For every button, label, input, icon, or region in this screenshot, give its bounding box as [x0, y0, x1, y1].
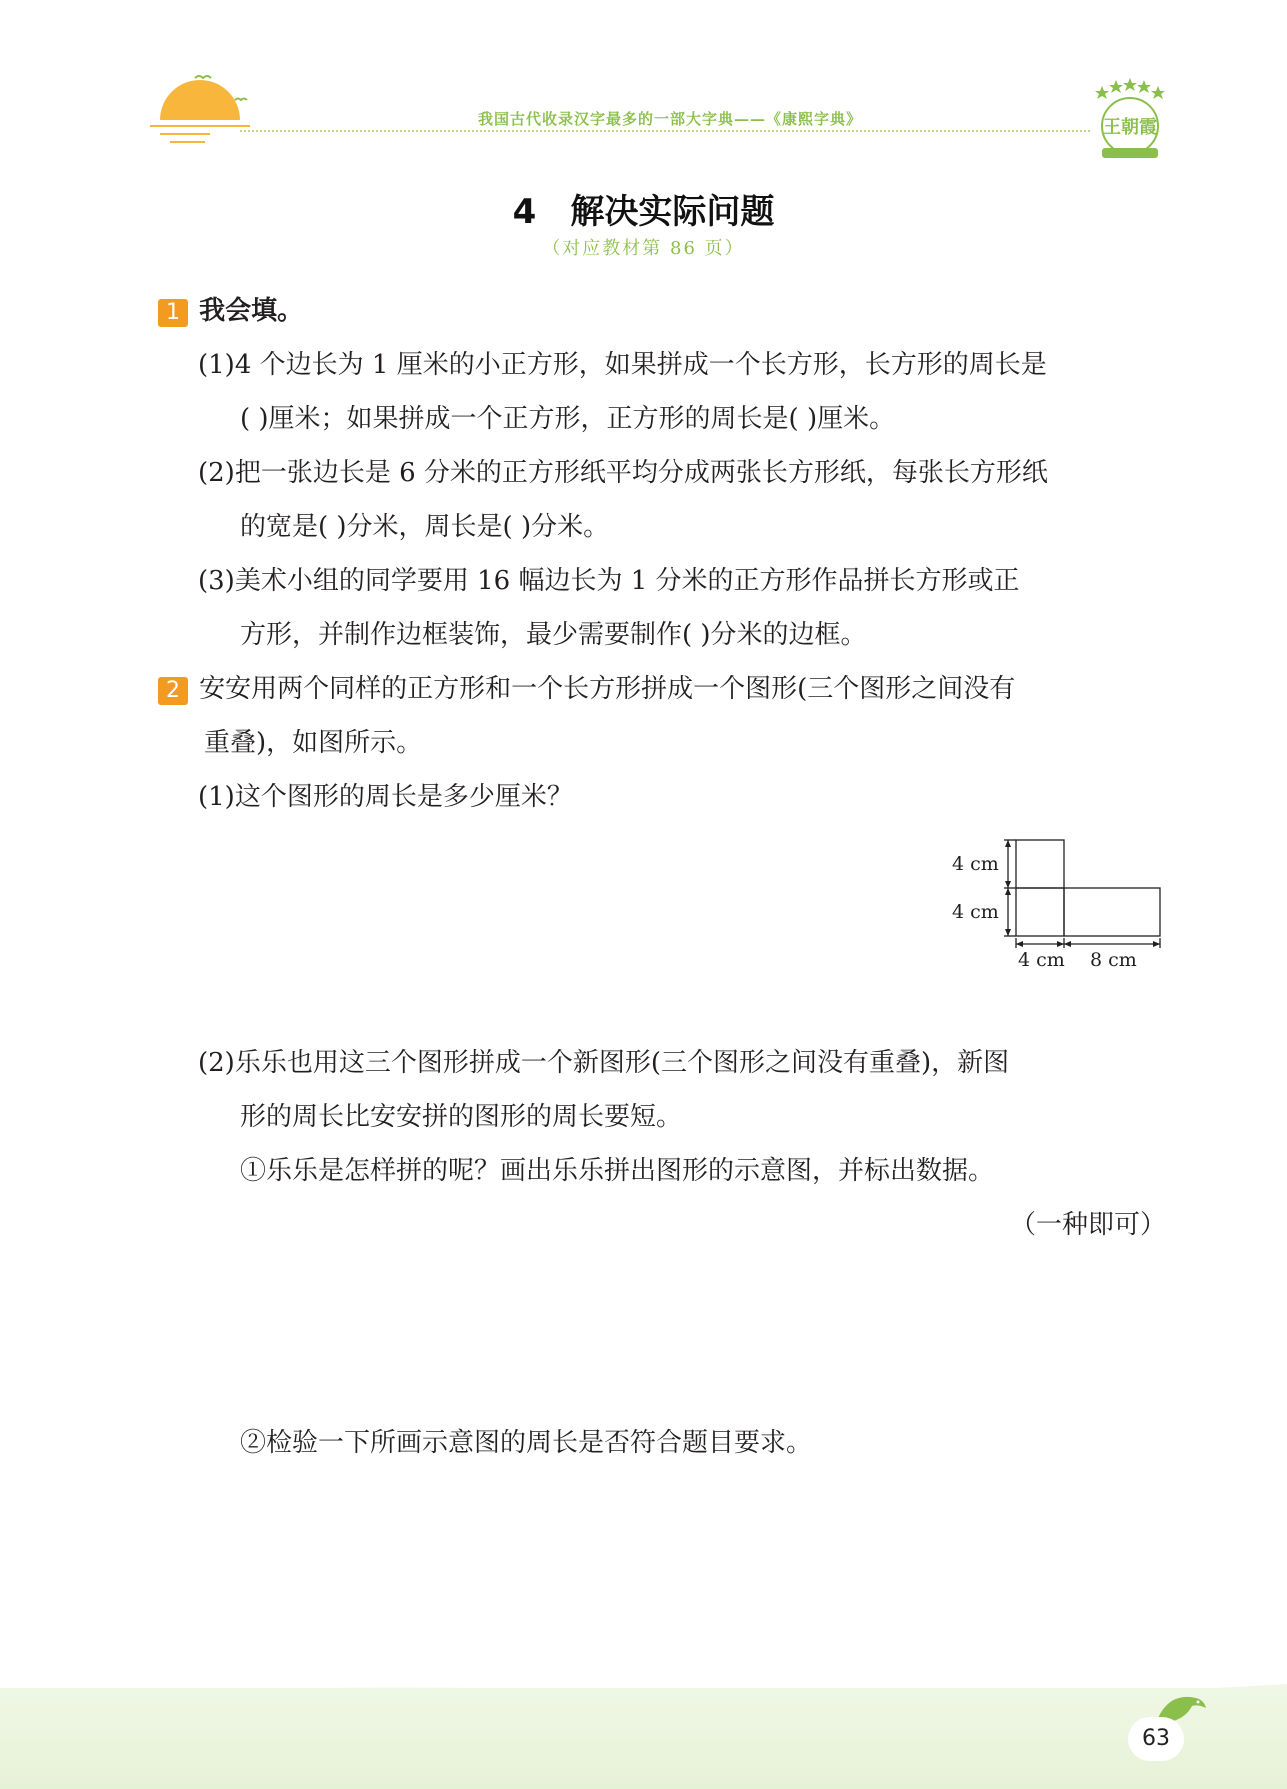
q1-line-1: (1)4 个边长为 1 厘米的小正方形，如果拼成一个长方形，长方形的周长是	[198, 350, 1047, 380]
q1-line-5: (3)美术小组的同学要用 16 幅边长为 1 分米的正方形作品拼长方形或正	[198, 566, 1020, 596]
textbook-reference: （对应教材第 86 页）	[542, 238, 745, 259]
q2-line-2: 重叠)，如图所示。	[204, 728, 423, 758]
question-2-heading	[158, 672, 1015, 706]
question-1-badge: 1	[158, 299, 188, 327]
q2-subquestion-1: ①乐乐是怎样拼的呢？画出乐乐拼出图形的示意图，并标出数据。	[240, 1156, 995, 1186]
square-top	[1016, 840, 1064, 888]
brand-logo	[1090, 76, 1170, 164]
section-title: 解决实际问题	[570, 192, 775, 232]
q2-line-1: 安安用两个同样的正方形和一个长方形拼成一个图形(三个图形之间没有	[199, 674, 1016, 704]
q2-part-1: (1)这个图形的周长是多少厘米？	[198, 782, 573, 812]
q1-line-2: ( )厘米；如果拼成一个正方形，正方形的周长是( )厘米。	[240, 404, 896, 434]
q2-subquestion-2: ②检验一下所画示意图的周长是否符合题目要求。	[240, 1428, 813, 1458]
q1-line-4: 的宽是( )分米，周长是( )分米。	[240, 512, 610, 542]
question-1-instruction: 我会填。	[199, 296, 304, 326]
svg-text:王朝霞: 王朝霞	[1103, 117, 1157, 138]
dim-label-bottom-left: 4 cm	[1018, 949, 1065, 970]
page-title	[0, 184, 1287, 233]
dim-label-middle: 4 cm	[952, 901, 999, 923]
q2-subquestion-1-note: （一种即可）	[1010, 1210, 1167, 1240]
section-number: 4	[512, 192, 537, 232]
question-1-heading	[158, 294, 303, 328]
q1-line-3: (2)把一张边长是 6 分米的正方形纸平均分成两张长方形纸，每张长方形纸	[198, 458, 1048, 488]
header-divider	[240, 130, 1090, 132]
q2-part-2-line-1: (2)乐乐也用这三个图形拼成一个新图形(三个图形之间没有重叠)，新图	[198, 1048, 1010, 1078]
footer-band	[0, 1688, 1287, 1789]
shape-diagram	[950, 830, 1175, 970]
square-bottom	[1016, 888, 1064, 936]
dim-label-bottom-right: 8 cm	[1090, 949, 1137, 970]
page-number: 63	[1128, 1717, 1184, 1761]
rectangle-right	[1064, 888, 1160, 936]
dim-label-top: 4 cm	[952, 853, 999, 875]
q2-part-2-line-2: 形的周长比安安拼的图形的周长要短。	[240, 1102, 683, 1132]
header-tagline: 我国古代收录汉字最多的一部大字典——《康熙字典》	[477, 110, 862, 128]
question-2-badge: 2	[158, 677, 188, 705]
sun-icon	[150, 70, 250, 150]
q1-line-6: 方形，并制作边框装饰，最少需要制作( )分米的边框。	[240, 620, 867, 650]
